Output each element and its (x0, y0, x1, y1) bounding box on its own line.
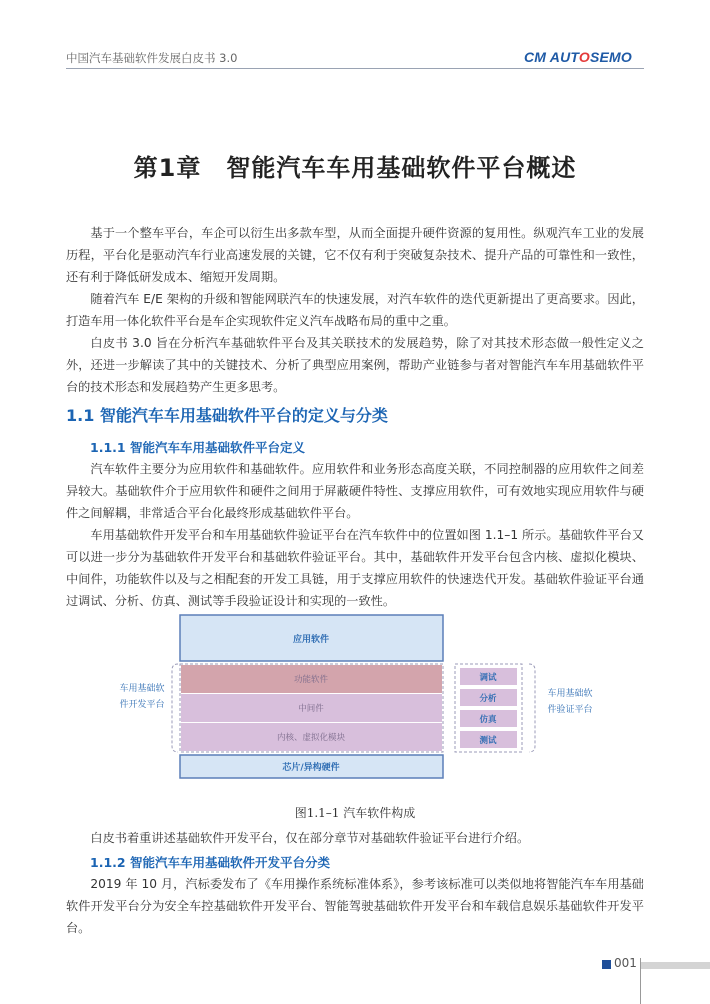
logo-text-o: O (578, 49, 590, 65)
after-figure-paragraph: 白皮书着重讲述基础软件开发平台，仅在部分章节对基础软件验证平台进行介绍。 (90, 831, 530, 845)
intro-paragraph-1: 基于一个整车平台，车企可以衍生出多款车型，从而全面提升硬件资源的复用性。纵观汽车工业的发展历程，平台化是驱动汽车行业高速发展的关键，它不仅有利于突破复杂技术、提升产品的可靠性和一致性，还有利于降低研发成本、缩短开发周期。 (66, 226, 644, 284)
page-number-marker (602, 960, 611, 969)
left-label-line1: 车用基础软 (119, 684, 165, 694)
section-1-1-2-paragraph-1: 2019 年 10 月，汽标委发布了《车用操作系统标准体系》，参考该标准可以类似地将智能汽车车用基础软件开发平台分为安全车控基础软件开发平台、智能驾驶基础软件开发平台和车载信息娱乐基础软件开发平台。 (66, 877, 644, 935)
intro-paragraph-2: 随着汽车 E/E 架构的升级和智能网联汽车的快速发展，对汽车软件的迭代更新提出了更高要求。因此，打造车用一体化软件平台是车企实现软件定义汽车战略布局的重中之重。 (66, 292, 644, 328)
autosemo-logo (524, 49, 632, 65)
hardware-label: 芯片/异构硬件 (282, 763, 340, 773)
figure-caption: 图1.1–1 汽车软件构成 (294, 806, 416, 820)
section-heading-1-1-1: 1.1.1 智能汽车车用基础软件平台定义 (90, 440, 305, 455)
left-bracket (172, 664, 178, 752)
running-header-title: 中国汽车基础软件发展白皮书 3.0 (66, 51, 238, 65)
section-1-1-1-paragraph-2: 车用基础软件开发平台和车用基础软件验证平台在汽车软件中的位置如图 1.1–1 所示。基础软件平台又可以进一步分为基础软件开发平台和基础软件验证平台。其中，基础软件开发平台包含内核、虚拟化模块、中间件，功能软件以及与之相配套的开发工具链，用于支撑应用软件的快速迭代开发。基础软件验证平台通过调试、分析、仿真、测试等手段验证设计和实现的一致性。 (66, 528, 644, 608)
logo-text-a: AUT (549, 49, 579, 65)
verify-item-simulation-label: 仿真 (479, 715, 497, 725)
functional-software-label: 功能软件 (293, 675, 329, 685)
left-label-line2: 件开发平台 (119, 700, 165, 710)
intro-paragraph-3: 白皮书 3.0 旨在分析汽车基础软件平台及其关联技术的发展趋势，除了对其技术形态做一般性定义之外，还进一步解读了其中的关键技术、分析了典型应用案例，帮助产业链参与者对智能汽车车用基础软件平台的技术形态和发展趋势产生更多思考。 (66, 336, 644, 394)
middleware-label: 中间件 (298, 704, 324, 714)
logo-prefix: CM (524, 49, 547, 65)
logo-text-b: SEMO (589, 49, 633, 65)
verify-item-debug-label: 调试 (479, 673, 497, 683)
section-heading-1-1: 1.1 智能汽车车用基础软件平台的定义与分类 (66, 406, 388, 425)
app-software-label: 应用软件 (292, 635, 330, 645)
right-label-line2: 件验证平台 (547, 705, 593, 715)
kernel-virtualization-label: 内核、虚拟化模块 (276, 733, 346, 743)
section-heading-1-1-2: 1.1.2 智能汽车车用基础软件开发平台分类 (90, 855, 330, 870)
section-1-1-1-paragraph-1: 汽车软件主要分为应用软件和基础软件。应用软件和业务形态高度关联，不同控制器的应用软件之间差异较大。基础软件介于应用软件和硬件之间用于屏蔽硬件特性、支撑应用软件，可有效地实现应用软件与硬件之间解耦，非常适合平台化最终形成基础软件平台。 (66, 462, 644, 520)
page-number: 001 (614, 956, 637, 970)
verify-item-test-label: 测试 (479, 736, 497, 746)
verify-item-analysis-label: 分析 (479, 694, 497, 704)
footer-bar (641, 962, 710, 969)
right-bracket (529, 664, 535, 752)
right-label-line1: 车用基础软 (547, 689, 593, 699)
chapter-title: 第1章 智能汽车车用基础软件平台概述 (133, 154, 577, 182)
header-divider (66, 68, 644, 69)
software-architecture-diagram (110, 612, 610, 784)
